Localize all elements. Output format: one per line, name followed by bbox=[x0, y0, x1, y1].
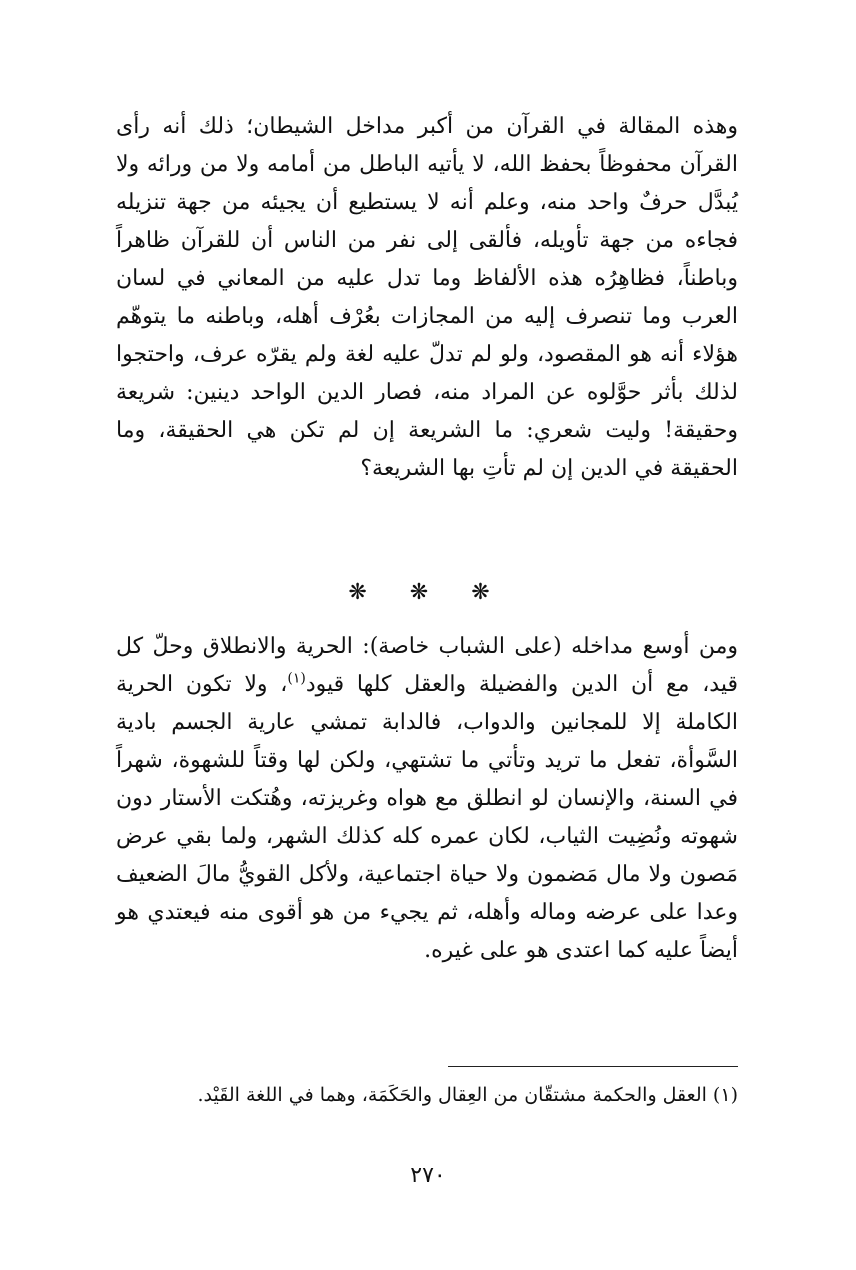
paragraph-2-text-end: ، ولا تكون الحرية الكاملة إلا للمجانين والدواب، فالدابة تمشي عارية الجسم بادية السَّوأة، تفعل ما تريد وتأتي ما تشتهي، ولكن لها وقتاً للشهوة، شهراً في السنة، والإنسان لو انطلق مع هواه وغريزته، وهُتكت الأستار دون شهوته ونُضِيت الثياب، لكان عمره كله كذلك الشهر، ولما بقي عرض مَصون ولا مال مَضمون ولا حياة اجتماعية، ولأكل القويُّ مالَ الضعيف وعدا على عرضه وماله وأهله، ثم يجيء من هو أقوى منه فيعتدي هو أيضاً عليه كما اعتدى هو على غيره. bbox=[116, 672, 738, 963]
paragraph-2-text-start: ومن أوسع مداخله (على الشباب خاصة): الحرية والانطلاق وحلّ كل قيد، مع أن الدين والفضيلة والعقل كلها قيود bbox=[116, 634, 739, 697]
body-paragraph-2 bbox=[116, 628, 738, 970]
section-divider: ❋ ❋ ❋ bbox=[348, 580, 508, 605]
footnote-reference: (١) bbox=[287, 670, 306, 687]
footnote: (١) العقل والحكمة مشتقّان من العِقال والحَكَمَة، وهما في اللغة القَيْد. bbox=[197, 1084, 738, 1106]
page-number: ٢٧٠ bbox=[410, 1163, 446, 1188]
footnote-separator bbox=[448, 1066, 738, 1067]
body-paragraph-1: وهذه المقالة في القرآن من أكبر مداخل الشيطان؛ ذلك أنه رأى القرآن محفوظاً بحفظ الله، لا يأتيه الباطل من أمامه ولا من ورائه ولا يُبدَّل حرفٌ واحد منه، وعلم أنه لا يستطيع أن يجيئه من جهة تنزيله فجاءه من جهة تأويله، فألقى إلى نفر من الناس أن للقرآن ظاهراً وباطناً، فظاهِرُه هذه الألفاظ وما تدل عليه من المعاني في لسان العرب وما تنصرف إليه من المجازات بعُرْف أهله، وباطنه ما يتوهّم هؤلاء أنه هو المقصود، ولو لم تدلّ عليه لغة ولم يقرّه عرف، واحتجوا لذلك بأثر حوَّلوه عن المراد منه، فصار الدين الواحد دينين: شريعة وحقيقة! وليت شعري: ما الشريعة إن لم تكن هي الحقيقة، وما الحقيقة في الدين إن لم تأتِ بها الشريعة؟ bbox=[116, 114, 738, 481]
